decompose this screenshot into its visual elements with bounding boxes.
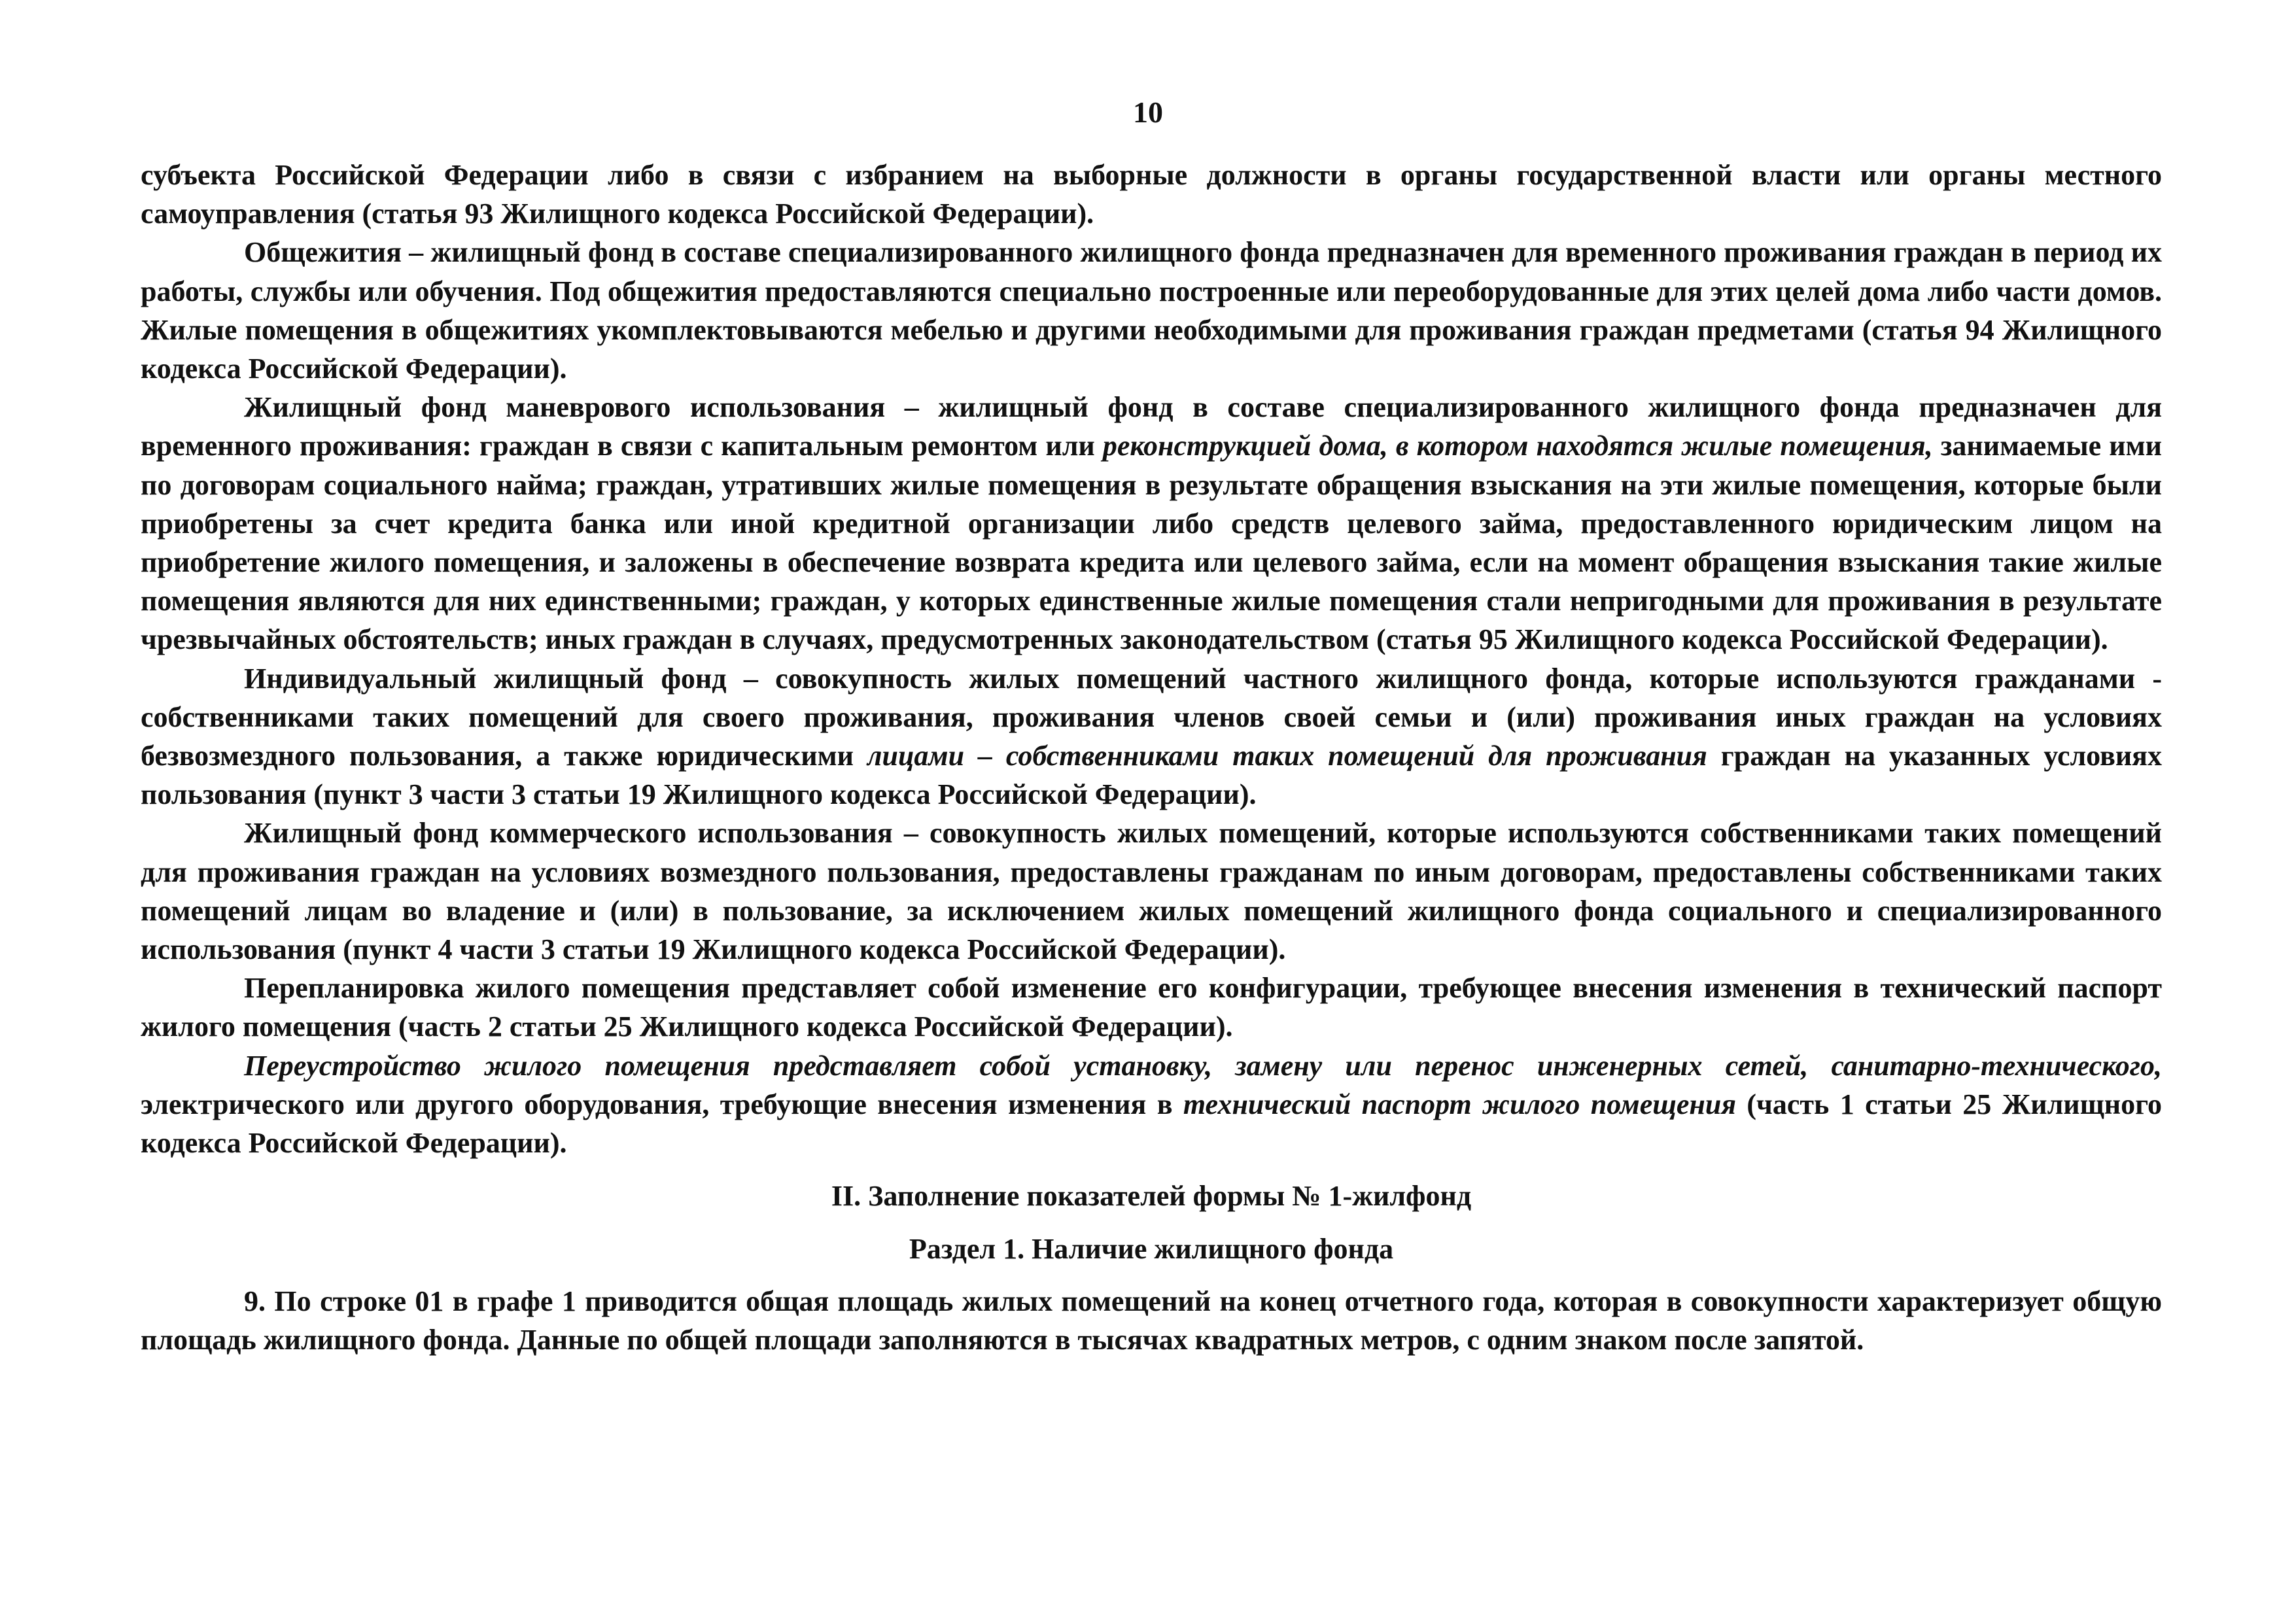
definition-obshchezhitiya: – жилищный фонд в составе специализированного жилищного фонда предназначен для временного проживания граждан в период их работы, службы или обучения. Под общежития предоставляются специально построенные или переоборудованные для этих целей дома либо части домов. Жилые помещения в общежитиях укомплектовываются мебелью и другими необходимыми для проживания граждан предметами (статья 94 Жилищного кодекса Российской Федерации). xyxy=(141,236,2162,385)
definition-individualnyi-italic: лицами – собственниками таких помещений для проживания xyxy=(867,740,1707,772)
definition-pereplanirovka: жилого помещения представляет собой изменение его конфигурации, требующее внесения изменения в технический паспорт жилого помещения (часть 2 статьи 25 Жилищного кодекса Российской Федерации). xyxy=(141,972,2162,1043)
definition-pereustroistvo-italic2: технический паспорт жилого помещения xyxy=(1183,1088,1736,1120)
document-body xyxy=(141,156,2162,1359)
paragraph-kommercheskii xyxy=(141,814,2162,969)
paragraph-9: 9. По строке 01 в графе 1 приводится общая площадь жилых помещений на конец отчетного года, которая в совокупности характеризует общую площадь жилищного фонда. Данные по общей площади заполняются в тысячах квадратных метров, с одним знаком после запятой. xyxy=(141,1285,2162,1356)
term-obshchezhitiya: Общежития xyxy=(244,236,402,269)
subsection-heading: Раздел 1. Наличие жилищного фонда xyxy=(909,1233,1394,1266)
term-individualnyi: Индивидуальный жилищный фонд xyxy=(244,662,727,695)
paragraph-obshchezhitiya xyxy=(141,233,2162,388)
term-kommercheskii: Жилищный фонд коммерческого использования xyxy=(244,817,893,850)
definition-manevrovyi-italic: реконструкцией дома, в котором находятся жилые помещения, xyxy=(1102,430,1933,462)
paragraph-manevrovyi xyxy=(141,388,2162,659)
definition-manevrovyi-part2: занимаемые ими по договорам социального найма; граждан, утративших жилые помещения в результате обращения взыскания на эти жилые помещения, которые были приобретены за счет кредита банка или иной кредитной организации либо средств целевого займа, предоставленного юридическим лицом на приобретение жилого помещения, и заложены в обеспечение возврата кредита или целевого займа, если на момент обращения взыскания такие жилые помещения являются для них единственными; граждан, у которых единственные жилые помещения стали непригодными для проживания в результате чрезвычайных обстоятельств; иных граждан в случаях, предусмотренных законодательством (статья 95 Жилищного кодекса Российской Федерации). xyxy=(141,430,2162,656)
paragraph-pereplanirovka xyxy=(141,969,2162,1046)
section-heading: II. Заполнение показателей формы № 1-жилфонд xyxy=(831,1180,1472,1213)
definition-individualnyi-part2: граждан на указанных условиях пользования (пункт 3 части 3 статьи 19 Жилищного кодекса Российской Федерации). xyxy=(141,740,2162,811)
page-number: 10 xyxy=(1133,95,1163,129)
paragraph-individualnyi xyxy=(141,659,2162,814)
definition-pereustroistvo-italic: жилого помещения представляет собой установку, замену или перенос инженерных сетей, санитарно-технического, xyxy=(461,1049,2162,1082)
definition-manevrovyi-part1: – жилищный фонд в составе специализированного жилищного фонда предназначен для временного проживания: граждан в связи с капитальным ремонтом или xyxy=(141,391,2163,462)
definition-pereustroistvo-part1: электрического или другого оборудования, требующие внесения изменения в xyxy=(141,1088,1183,1120)
paragraph-pereustroistvo xyxy=(141,1046,2162,1163)
term-manevrovyi: Жилищный фонд маневрового использования xyxy=(244,391,886,424)
definition-individualnyi-part1: – совокупность жилых помещений частного жилищного фонда, которые используются гражданами - собственниками таких помещений для своего проживания, проживания членов своей семьи и (или) проживания иных граждан на условиях безвозмездного пользования, а также юридическими xyxy=(141,662,2163,772)
definition-kommercheskii: – совокупность жилых помещений, которые используются собственниками таких помещений для проживания граждан на условиях возмездного пользования, предоставлены гражданам по иным договорам, предоставлены собственниками таких помещений лицам во владение и (или) в пользование, за исключением жилых помещений жилищного фонда социального и специализированного использования (пункт 4 части 3 статьи 19 Жилищного кодекса Российской Федерации). xyxy=(141,817,2162,966)
term-pereustroistvo: Переустройство xyxy=(244,1049,461,1082)
paragraph-continuation: субъекта Российской Федерации либо в связи с избранием на выборные должности в органы государственной власти или органы местного самоуправления (статья 93 Жилищного кодекса Российской Федерации). xyxy=(141,159,2162,230)
term-pereplanirovka: Перепланировка xyxy=(244,972,464,1005)
definition-pereustroistvo-part2: (часть 1 статьи 25 Жилищного кодекса Российской Федерации). xyxy=(141,1088,2162,1160)
